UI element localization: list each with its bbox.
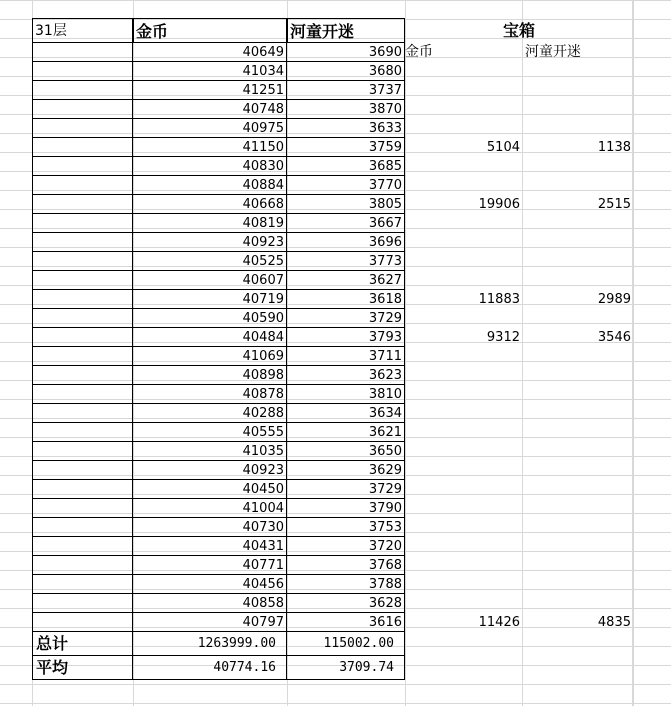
- chest-gold-cell[interactable]: [405, 404, 522, 423]
- gold-cell[interactable]: 40748: [133, 100, 287, 119]
- chest-kappa-cell[interactable]: [522, 100, 633, 119]
- row-label-cell[interactable]: [32, 252, 133, 271]
- row-label-cell[interactable]: [32, 556, 133, 575]
- chest-gold-cell[interactable]: 19906: [478, 197, 520, 212]
- gold-cell[interactable]: 40719: [133, 290, 287, 309]
- chest-title[interactable]: 宝箱: [502, 21, 535, 40]
- chest-gold-cell[interactable]: [405, 556, 522, 575]
- chest-gold-cell[interactable]: [405, 271, 522, 290]
- chest-kappa-cell[interactable]: [522, 309, 633, 328]
- kappa-cell[interactable]: 3616: [287, 613, 405, 632]
- chest-gold-cell[interactable]: [405, 461, 522, 480]
- kappa-cell[interactable]: 3711: [287, 347, 405, 366]
- row-label-cell[interactable]: [32, 214, 133, 233]
- kappa-cell[interactable]: 3618: [287, 290, 405, 309]
- chest-kappa-cell[interactable]: [522, 81, 633, 100]
- gold-cell[interactable]: 40878: [133, 385, 287, 404]
- kappa-cell[interactable]: 3633: [287, 119, 405, 138]
- row-label-cell[interactable]: [32, 613, 133, 632]
- gold-cell[interactable]: 41034: [133, 62, 287, 81]
- row-label-cell[interactable]: [32, 480, 133, 499]
- row-label-cell[interactable]: [32, 119, 133, 138]
- chest-kappa-cell[interactable]: 2515: [597, 197, 631, 212]
- kappa-cell[interactable]: 3793: [287, 328, 405, 347]
- gold-cell[interactable]: 40555: [133, 423, 287, 442]
- gold-cell[interactable]: 40484: [133, 328, 287, 347]
- chest-gold-cell[interactable]: [405, 499, 522, 518]
- chest-kappa-cell[interactable]: [522, 594, 633, 613]
- row-label-cell[interactable]: [32, 461, 133, 480]
- totals-kappa[interactable]: 115002.00: [287, 632, 405, 656]
- kappa-cell[interactable]: 3810: [287, 385, 405, 404]
- gold-cell[interactable]: 40607: [133, 271, 287, 290]
- chest-kappa-header[interactable]: 河童开迷: [525, 44, 581, 60]
- chest-kappa-cell[interactable]: 4835: [597, 615, 631, 630]
- chest-gold-cell[interactable]: 11883: [478, 292, 520, 307]
- gold-cell[interactable]: 41251: [133, 81, 287, 100]
- chest-kappa-cell[interactable]: [522, 461, 633, 480]
- row-label-cell[interactable]: [32, 62, 133, 81]
- gold-cell[interactable]: 40898: [133, 366, 287, 385]
- kappa-cell[interactable]: 3621: [287, 423, 405, 442]
- kappa-cell[interactable]: 3680: [287, 62, 405, 81]
- average-label[interactable]: 平均: [32, 656, 133, 680]
- kappa-cell[interactable]: 3729: [287, 480, 405, 499]
- chest-kappa-cell[interactable]: [522, 271, 633, 290]
- row-label-cell[interactable]: [32, 233, 133, 252]
- chest-kappa-cell[interactable]: [522, 214, 633, 233]
- chest-kappa-cell[interactable]: [522, 385, 633, 404]
- grid-row-line: [0, 684, 671, 685]
- gold-cell[interactable]: 40590: [133, 309, 287, 328]
- kappa-cell[interactable]: 3753: [287, 518, 405, 537]
- kappa-cell[interactable]: 3737: [287, 81, 405, 100]
- chest-kappa-cell[interactable]: [522, 537, 633, 556]
- chest-kappa-cell[interactable]: [522, 157, 633, 176]
- row-label-cell[interactable]: [32, 309, 133, 328]
- row-label-cell[interactable]: [32, 518, 133, 537]
- row-label-cell[interactable]: [32, 328, 133, 347]
- chest-gold-cell[interactable]: [405, 157, 522, 176]
- chest-gold-cell[interactable]: 9312: [486, 330, 520, 345]
- chest-gold-cell[interactable]: [405, 480, 522, 499]
- totals-label[interactable]: 总计: [32, 632, 133, 656]
- kappa-cell[interactable]: 3650: [287, 442, 405, 461]
- chest-kappa-cell[interactable]: 2989: [597, 292, 631, 307]
- chest-gold-cell[interactable]: [405, 214, 522, 233]
- chest-gold-cell[interactable]: [405, 119, 522, 138]
- kappa-cell[interactable]: 3870: [287, 100, 405, 119]
- kappa-cell[interactable]: 3773: [287, 252, 405, 271]
- chest-gold-header[interactable]: 金币: [405, 44, 433, 60]
- row-label-cell[interactable]: [32, 366, 133, 385]
- chest-gold-cell[interactable]: [405, 423, 522, 442]
- chest-kappa-cell[interactable]: [522, 366, 633, 385]
- chest-kappa-cell[interactable]: [522, 176, 633, 195]
- kappa-column-header[interactable]: 河童开迷: [287, 18, 405, 43]
- row-label-cell[interactable]: [32, 575, 133, 594]
- row-label-cell[interactable]: [32, 157, 133, 176]
- chest-gold-cell[interactable]: [405, 518, 522, 537]
- gold-cell[interactable]: 40797: [133, 613, 287, 632]
- grid-column-line: [633, 0, 634, 706]
- chest-gold-cell[interactable]: [405, 594, 522, 613]
- gold-cell[interactable]: 40858: [133, 594, 287, 613]
- gold-cell[interactable]: 40884: [133, 176, 287, 195]
- row-label-cell[interactable]: [32, 43, 133, 62]
- chest-kappa-cell[interactable]: [522, 499, 633, 518]
- kappa-cell[interactable]: 3805: [287, 195, 405, 214]
- chest-gold-cell[interactable]: [405, 252, 522, 271]
- grid-row-line: [0, 703, 671, 704]
- chest-kappa-cell[interactable]: [522, 556, 633, 575]
- chest-kappa-cell[interactable]: [522, 480, 633, 499]
- gold-cell[interactable]: 40923: [133, 461, 287, 480]
- chest-gold-cell[interactable]: [405, 309, 522, 328]
- row-label-cell[interactable]: [32, 594, 133, 613]
- row-label-cell[interactable]: [32, 81, 133, 100]
- gold-cell[interactable]: 41150: [133, 138, 287, 157]
- chest-gold-cell[interactable]: [405, 575, 522, 594]
- chest-gold-cell[interactable]: [405, 62, 522, 81]
- chest-gold-cell[interactable]: [405, 537, 522, 556]
- gold-cell[interactable]: 40649: [133, 43, 287, 62]
- chest-gold-cell[interactable]: [405, 176, 522, 195]
- row-label-cell[interactable]: [32, 290, 133, 309]
- kappa-cell[interactable]: 3628: [287, 594, 405, 613]
- row-label-cell[interactable]: [32, 537, 133, 556]
- kappa-cell[interactable]: 3623: [287, 366, 405, 385]
- gold-column-header[interactable]: 金币: [133, 18, 287, 43]
- gold-cell[interactable]: 40288: [133, 404, 287, 423]
- kappa-cell[interactable]: 3759: [287, 138, 405, 157]
- chest-kappa-cell[interactable]: [522, 575, 633, 594]
- chest-kappa-cell[interactable]: [522, 252, 633, 271]
- gold-cell[interactable]: 40668: [133, 195, 287, 214]
- chest-kappa-cell[interactable]: [522, 62, 633, 81]
- chest-gold-cell[interactable]: [405, 385, 522, 404]
- gold-cell[interactable]: 40730: [133, 518, 287, 537]
- kappa-cell[interactable]: 3685: [287, 157, 405, 176]
- chest-kappa-cell[interactable]: 3546: [597, 330, 631, 345]
- chest-kappa-cell[interactable]: [522, 347, 633, 366]
- row-label-cell[interactable]: [32, 347, 133, 366]
- kappa-cell[interactable]: 3768: [287, 556, 405, 575]
- gold-cell[interactable]: 40456: [133, 575, 287, 594]
- gold-cell[interactable]: 40431: [133, 537, 287, 556]
- kappa-cell[interactable]: 3634: [287, 404, 405, 423]
- kappa-cell[interactable]: 3629: [287, 461, 405, 480]
- chest-gold-cell[interactable]: 5104: [486, 140, 520, 155]
- gold-cell[interactable]: 41069: [133, 347, 287, 366]
- gold-cell[interactable]: 40450: [133, 480, 287, 499]
- kappa-cell[interactable]: 3729: [287, 309, 405, 328]
- chest-gold-cell[interactable]: [405, 81, 522, 100]
- chest-gold-cell[interactable]: [405, 347, 522, 366]
- gold-cell[interactable]: 40830: [133, 157, 287, 176]
- grid-row-line: [0, 0, 671, 1]
- chest-kappa-cell[interactable]: [522, 404, 633, 423]
- kappa-cell[interactable]: 3770: [287, 176, 405, 195]
- totals-gold[interactable]: 1263999.00: [133, 632, 287, 656]
- row-label-cell[interactable]: [32, 499, 133, 518]
- kappa-cell[interactable]: 3788: [287, 575, 405, 594]
- chest-gold-cell[interactable]: [405, 442, 522, 461]
- chest-kappa-cell[interactable]: 1138: [597, 140, 631, 155]
- row-label-cell[interactable]: [32, 176, 133, 195]
- chest-kappa-cell[interactable]: [522, 423, 633, 442]
- row-label-cell[interactable]: [32, 423, 133, 442]
- chest-kappa-cell[interactable]: [522, 119, 633, 138]
- chest-kappa-cell[interactable]: [522, 442, 633, 461]
- gold-cell[interactable]: 40771: [133, 556, 287, 575]
- gold-cell[interactable]: 40923: [133, 233, 287, 252]
- row-label-cell[interactable]: [32, 138, 133, 157]
- row-label-cell[interactable]: [32, 100, 133, 119]
- chest-gold-cell[interactable]: [405, 233, 522, 252]
- gold-cell[interactable]: 40975: [133, 119, 287, 138]
- average-kappa[interactable]: 3709.74: [287, 656, 405, 680]
- chest-gold-cell[interactable]: [405, 100, 522, 119]
- chest-gold-cell[interactable]: [405, 366, 522, 385]
- floor-label-cell[interactable]: 31层: [32, 18, 133, 43]
- row-label-cell[interactable]: [32, 195, 133, 214]
- kappa-cell[interactable]: 3790: [287, 499, 405, 518]
- gold-cell[interactable]: 41004: [133, 499, 287, 518]
- chest-kappa-cell[interactable]: [522, 233, 633, 252]
- kappa-cell[interactable]: 3690: [287, 43, 405, 62]
- gold-cell[interactable]: 40819: [133, 214, 287, 233]
- kappa-cell[interactable]: 3667: [287, 214, 405, 233]
- row-label-cell[interactable]: [32, 404, 133, 423]
- kappa-cell[interactable]: 3627: [287, 271, 405, 290]
- row-label-cell[interactable]: [32, 271, 133, 290]
- average-gold[interactable]: 40774.16: [133, 656, 287, 680]
- chest-kappa-cell[interactable]: [522, 518, 633, 537]
- gold-cell[interactable]: 41035: [133, 442, 287, 461]
- kappa-cell[interactable]: 3696: [287, 233, 405, 252]
- kappa-cell[interactable]: 3720: [287, 537, 405, 556]
- row-label-cell[interactable]: [32, 442, 133, 461]
- gold-cell[interactable]: 40525: [133, 252, 287, 271]
- chest-gold-cell[interactable]: 11426: [478, 615, 520, 630]
- row-label-cell[interactable]: [32, 385, 133, 404]
